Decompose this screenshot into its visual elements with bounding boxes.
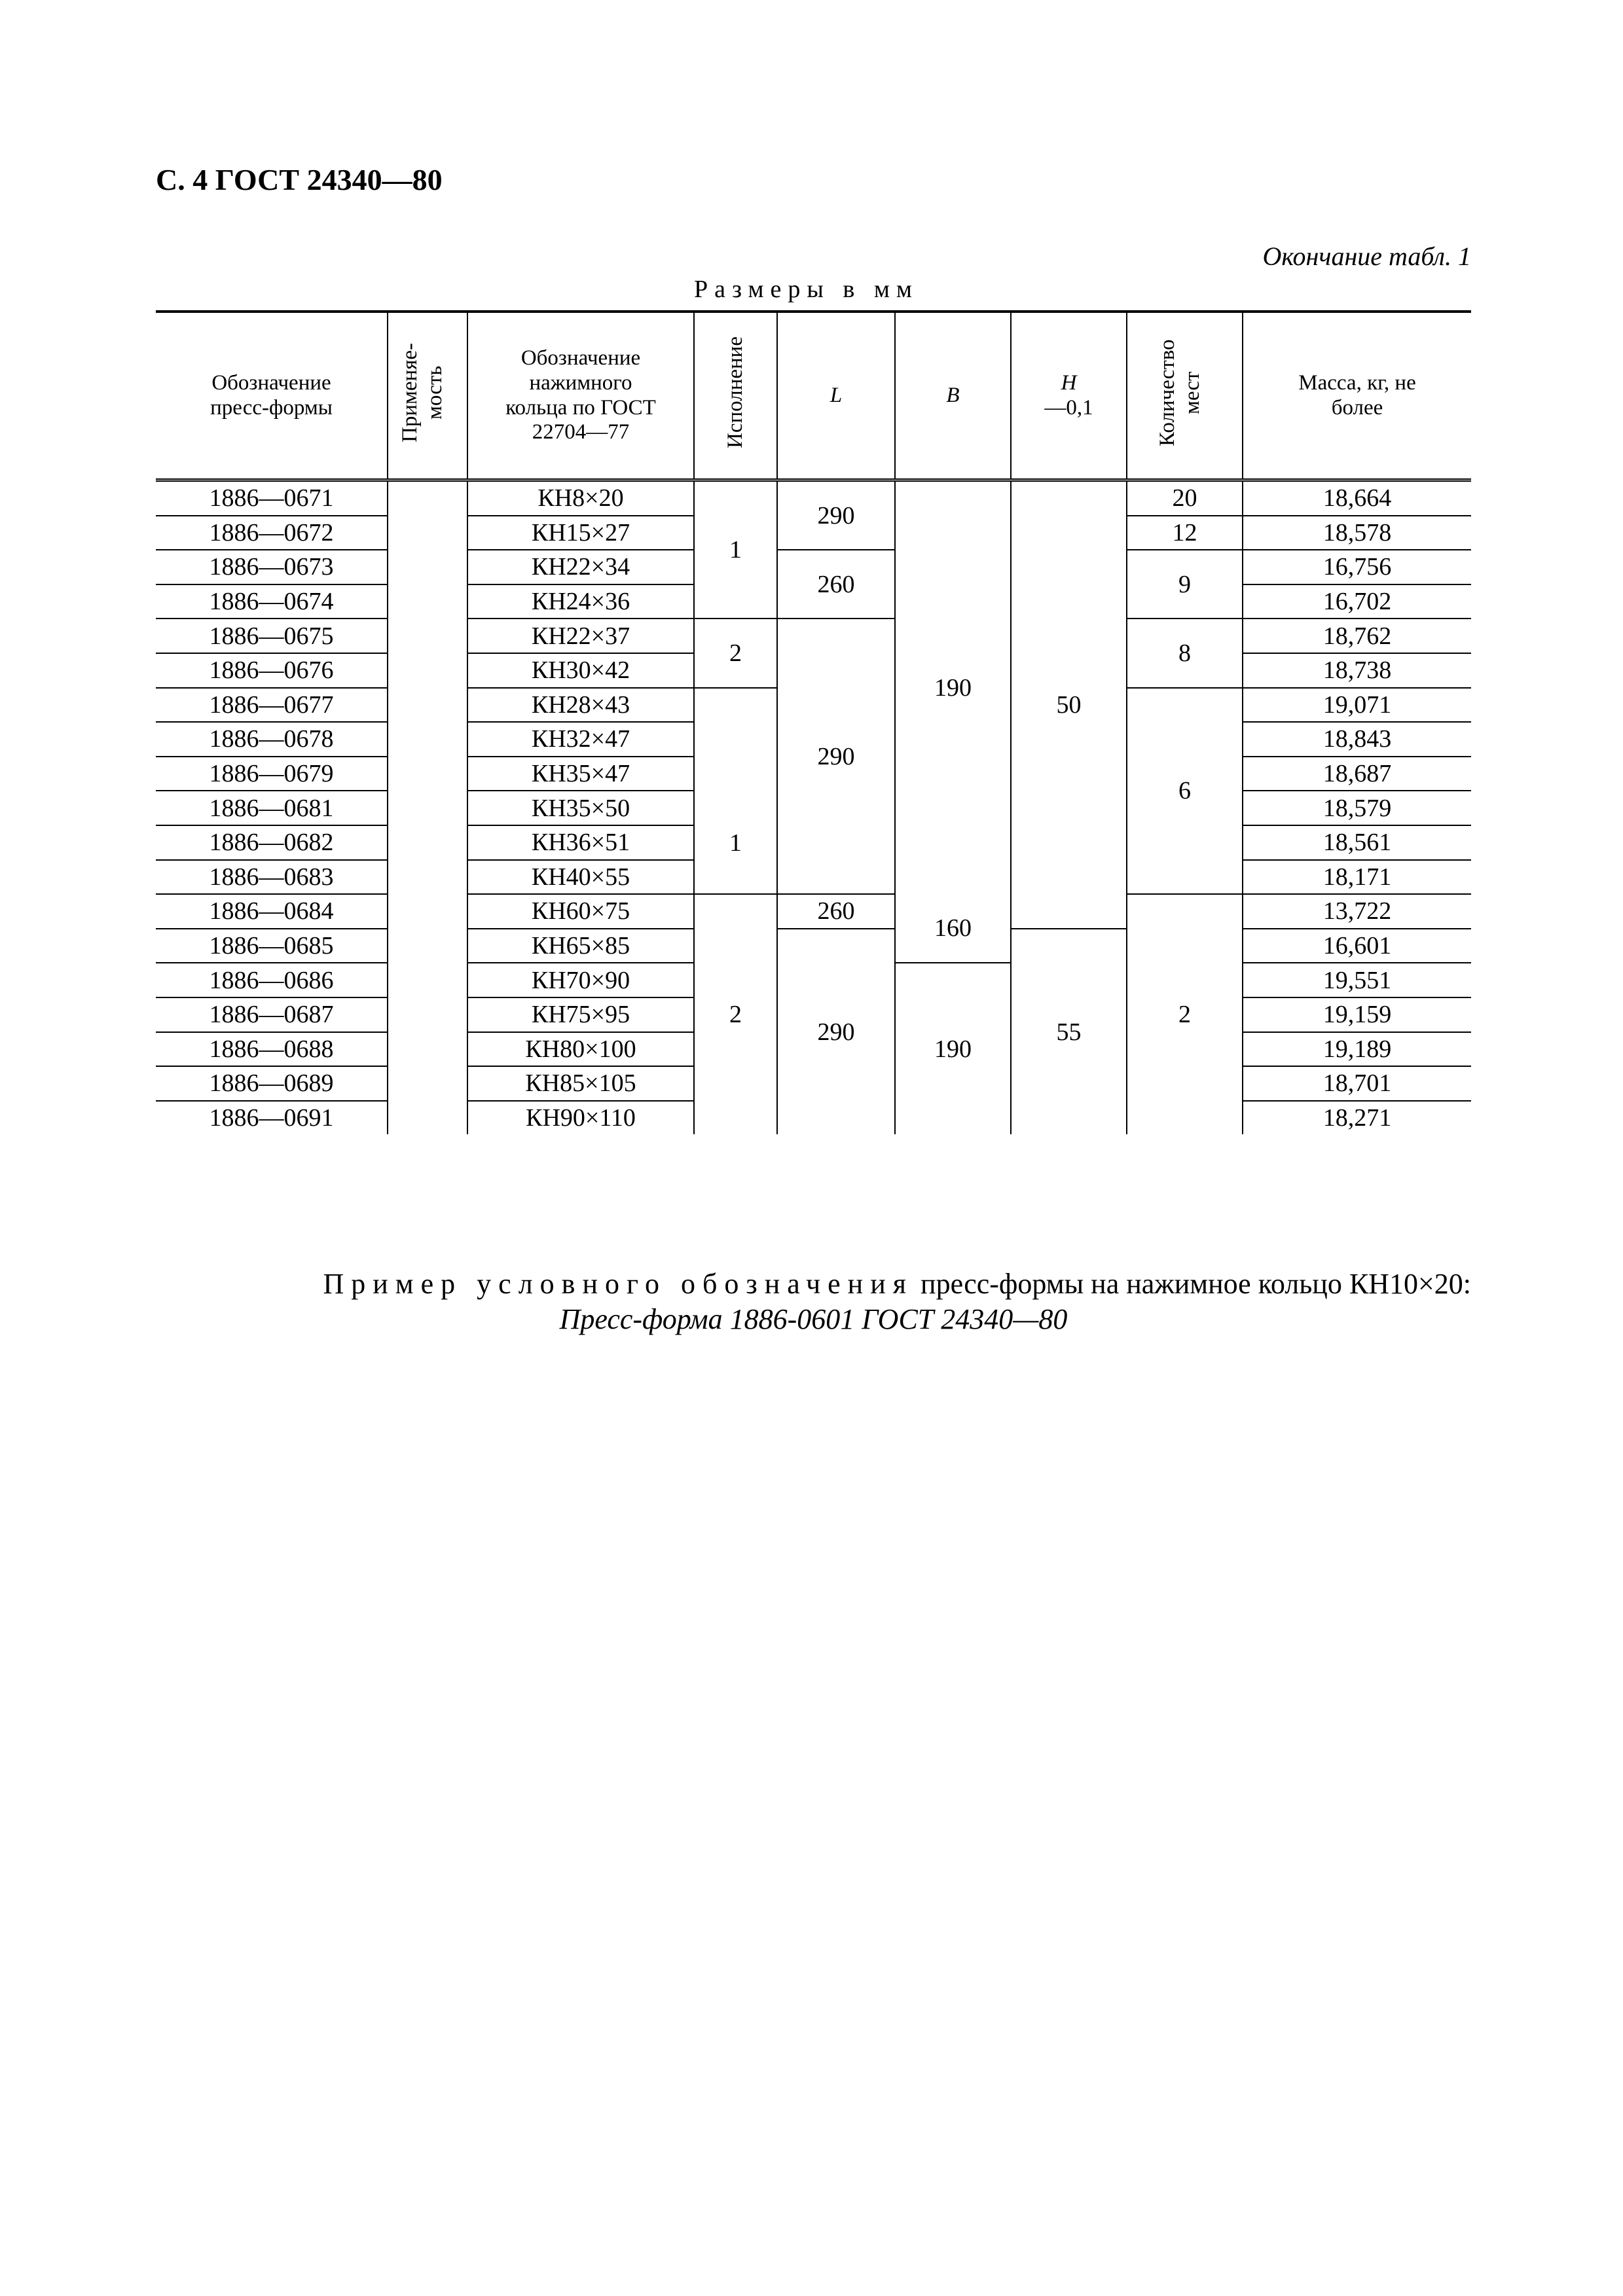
mass-cell: 18,579: [1243, 791, 1471, 825]
example-designation: Пресс-форма 1886-0601 ГОСТ 24340—80: [559, 1303, 1068, 1335]
ring-cell: КН8×20: [467, 480, 694, 516]
mold-cell: 1886—0677: [156, 688, 388, 723]
mass-cell: 19,159: [1243, 997, 1471, 1032]
L-cell: 290: [777, 619, 895, 894]
ring-cell: КН85×105: [467, 1066, 694, 1101]
header-applicability: [388, 312, 467, 480]
places-cell: 6: [1127, 688, 1243, 895]
ring-cell: КН22×34: [467, 550, 694, 584]
header-L: L: [777, 312, 895, 480]
H-cell: 55: [1011, 929, 1127, 1135]
ring-cell: КН65×85: [467, 929, 694, 963]
mass-cell: 18,561: [1243, 825, 1471, 860]
ring-cell: КН32×47: [467, 722, 694, 757]
mass-cell: 18,578: [1243, 516, 1471, 550]
header-places: [1127, 312, 1243, 480]
version-cell: 2: [694, 894, 777, 1134]
mass-cell: 18,271: [1243, 1101, 1471, 1135]
header-version-text: Исполнение: [723, 336, 747, 448]
places-cell: 12: [1127, 516, 1243, 550]
ring-cell: КН30×42: [467, 653, 694, 688]
table-body: [156, 480, 1471, 1135]
example-spaced-text: Пример условного обозначения: [323, 1268, 914, 1300]
B-cell: 160: [895, 894, 1011, 963]
designation-example: [156, 1267, 1471, 1302]
places-cell: 9: [1127, 550, 1243, 619]
table-row: [156, 480, 1471, 516]
version-cell: 1: [694, 688, 777, 895]
applicability-cell: [388, 480, 467, 1135]
header-mold: [156, 312, 388, 480]
ring-cell: КН35×47: [467, 757, 694, 791]
table-row: [156, 619, 1471, 653]
ring-cell: КН90×110: [467, 1101, 694, 1135]
mold-cell: 1886—0686: [156, 963, 388, 997]
table-row: [156, 894, 1471, 929]
mass-cell: 19,189: [1243, 1032, 1471, 1067]
ring-cell: КН35×50: [467, 791, 694, 825]
ring-cell: КН60×75: [467, 894, 694, 929]
mold-cell: 1886—0681: [156, 791, 388, 825]
mold-cell: 1886—0682: [156, 825, 388, 860]
ring-cell: КН75×95: [467, 997, 694, 1032]
header-H-tolerance: —0,1: [1044, 395, 1093, 420]
mass-cell: 18,843: [1243, 722, 1471, 757]
table-continuation-note: Окончание табл. 1: [1262, 242, 1471, 271]
table-row: [156, 929, 1471, 963]
mass-cell: 16,756: [1243, 550, 1471, 584]
H-cell: 50: [1011, 480, 1127, 929]
mold-cell: 1886—0691: [209, 1103, 334, 1132]
ring-cell: КН40×55: [467, 860, 694, 895]
mold-table: [156, 310, 1471, 1134]
ring-cell: КН70×90: [467, 963, 694, 997]
header-ring: [467, 312, 694, 480]
header-places-text: Количество мест: [1155, 338, 1204, 446]
mold-cell: 1886—0676: [156, 653, 388, 688]
mold-cell: 1886—0685: [156, 929, 388, 963]
mass-cell: 18,687: [1243, 757, 1471, 791]
ring-cell: КН22×37: [467, 619, 694, 653]
mold-cell: 1886—0678: [156, 722, 388, 757]
header-ring-text: Обозначение нажимного кольца по ГОСТ 22704—77: [505, 346, 656, 444]
header-H-symbol: H: [1061, 370, 1077, 395]
ring-cell: КН24×36: [467, 584, 694, 619]
version-cell: 2: [694, 619, 777, 687]
mold-cell: 1886—0684: [156, 894, 388, 929]
mass-cell: 18,171: [1243, 860, 1471, 895]
header-mold-text: Обозначение пресс-формы: [210, 370, 333, 420]
mass-cell: 18,701: [1243, 1066, 1471, 1101]
ring-cell: КН28×43: [467, 688, 694, 723]
header-mass-text: Масса, кг, не более: [1298, 370, 1416, 420]
page-title: С. 4 ГОСТ 24340—80: [156, 163, 443, 196]
mold-cell: 1886—0679: [156, 757, 388, 791]
mold-cell: 1886—0671: [156, 480, 388, 516]
B-cell: 190: [895, 480, 1011, 895]
ring-cell: КН15×27: [467, 516, 694, 550]
header-version: [694, 312, 777, 480]
mold-cell: 1886—0688: [156, 1032, 388, 1067]
places-cell: 8: [1127, 619, 1243, 687]
mass-cell: 19,071: [1243, 688, 1471, 723]
dimensions-note: Размеры в мм: [694, 276, 919, 303]
L-cell: 260: [777, 550, 895, 619]
mold-cell: 1886—0672: [156, 516, 388, 550]
mold-cell: 1886—0689: [156, 1066, 388, 1101]
L-cell: 260: [777, 894, 895, 929]
L-cell: 290: [777, 929, 895, 1135]
ring-cell: КН80×100: [467, 1032, 694, 1067]
header-H: [1011, 312, 1127, 480]
mold-cell: 1886—0673: [156, 550, 388, 584]
ring-cell: КН36×51: [467, 825, 694, 860]
header-applicability-text: Применяе-мость: [398, 342, 447, 442]
version-cell: 1: [694, 480, 777, 619]
table-header-row: [156, 312, 1471, 480]
mass-cell: 18,738: [1243, 653, 1471, 688]
mass-cell: 13,722: [1243, 894, 1471, 929]
header-mass: [1243, 312, 1471, 480]
mass-cell: 16,702: [1243, 584, 1471, 619]
places-cell: 20: [1127, 480, 1243, 516]
mold-cell: 1886—0674: [156, 584, 388, 619]
places-cell: 2: [1127, 894, 1243, 1134]
mold-cell: 1886—0683: [156, 860, 388, 895]
mold-cell: 1886—0687: [156, 997, 388, 1032]
L-cell: 290: [777, 480, 895, 550]
header-B: B: [895, 312, 1011, 480]
mass-cell: 16,601: [1243, 929, 1471, 963]
mass-cell: 18,762: [1243, 619, 1471, 653]
mass-cell: 18,664: [1243, 480, 1471, 516]
mass-cell: 19,551: [1243, 963, 1471, 997]
B-cell: 190: [895, 963, 1011, 1134]
example-rest-text: пресс-формы на нажимное кольцо КН10×20:: [913, 1268, 1471, 1300]
mold-cell: 1886—0675: [156, 619, 388, 653]
table-row: [156, 550, 1471, 584]
